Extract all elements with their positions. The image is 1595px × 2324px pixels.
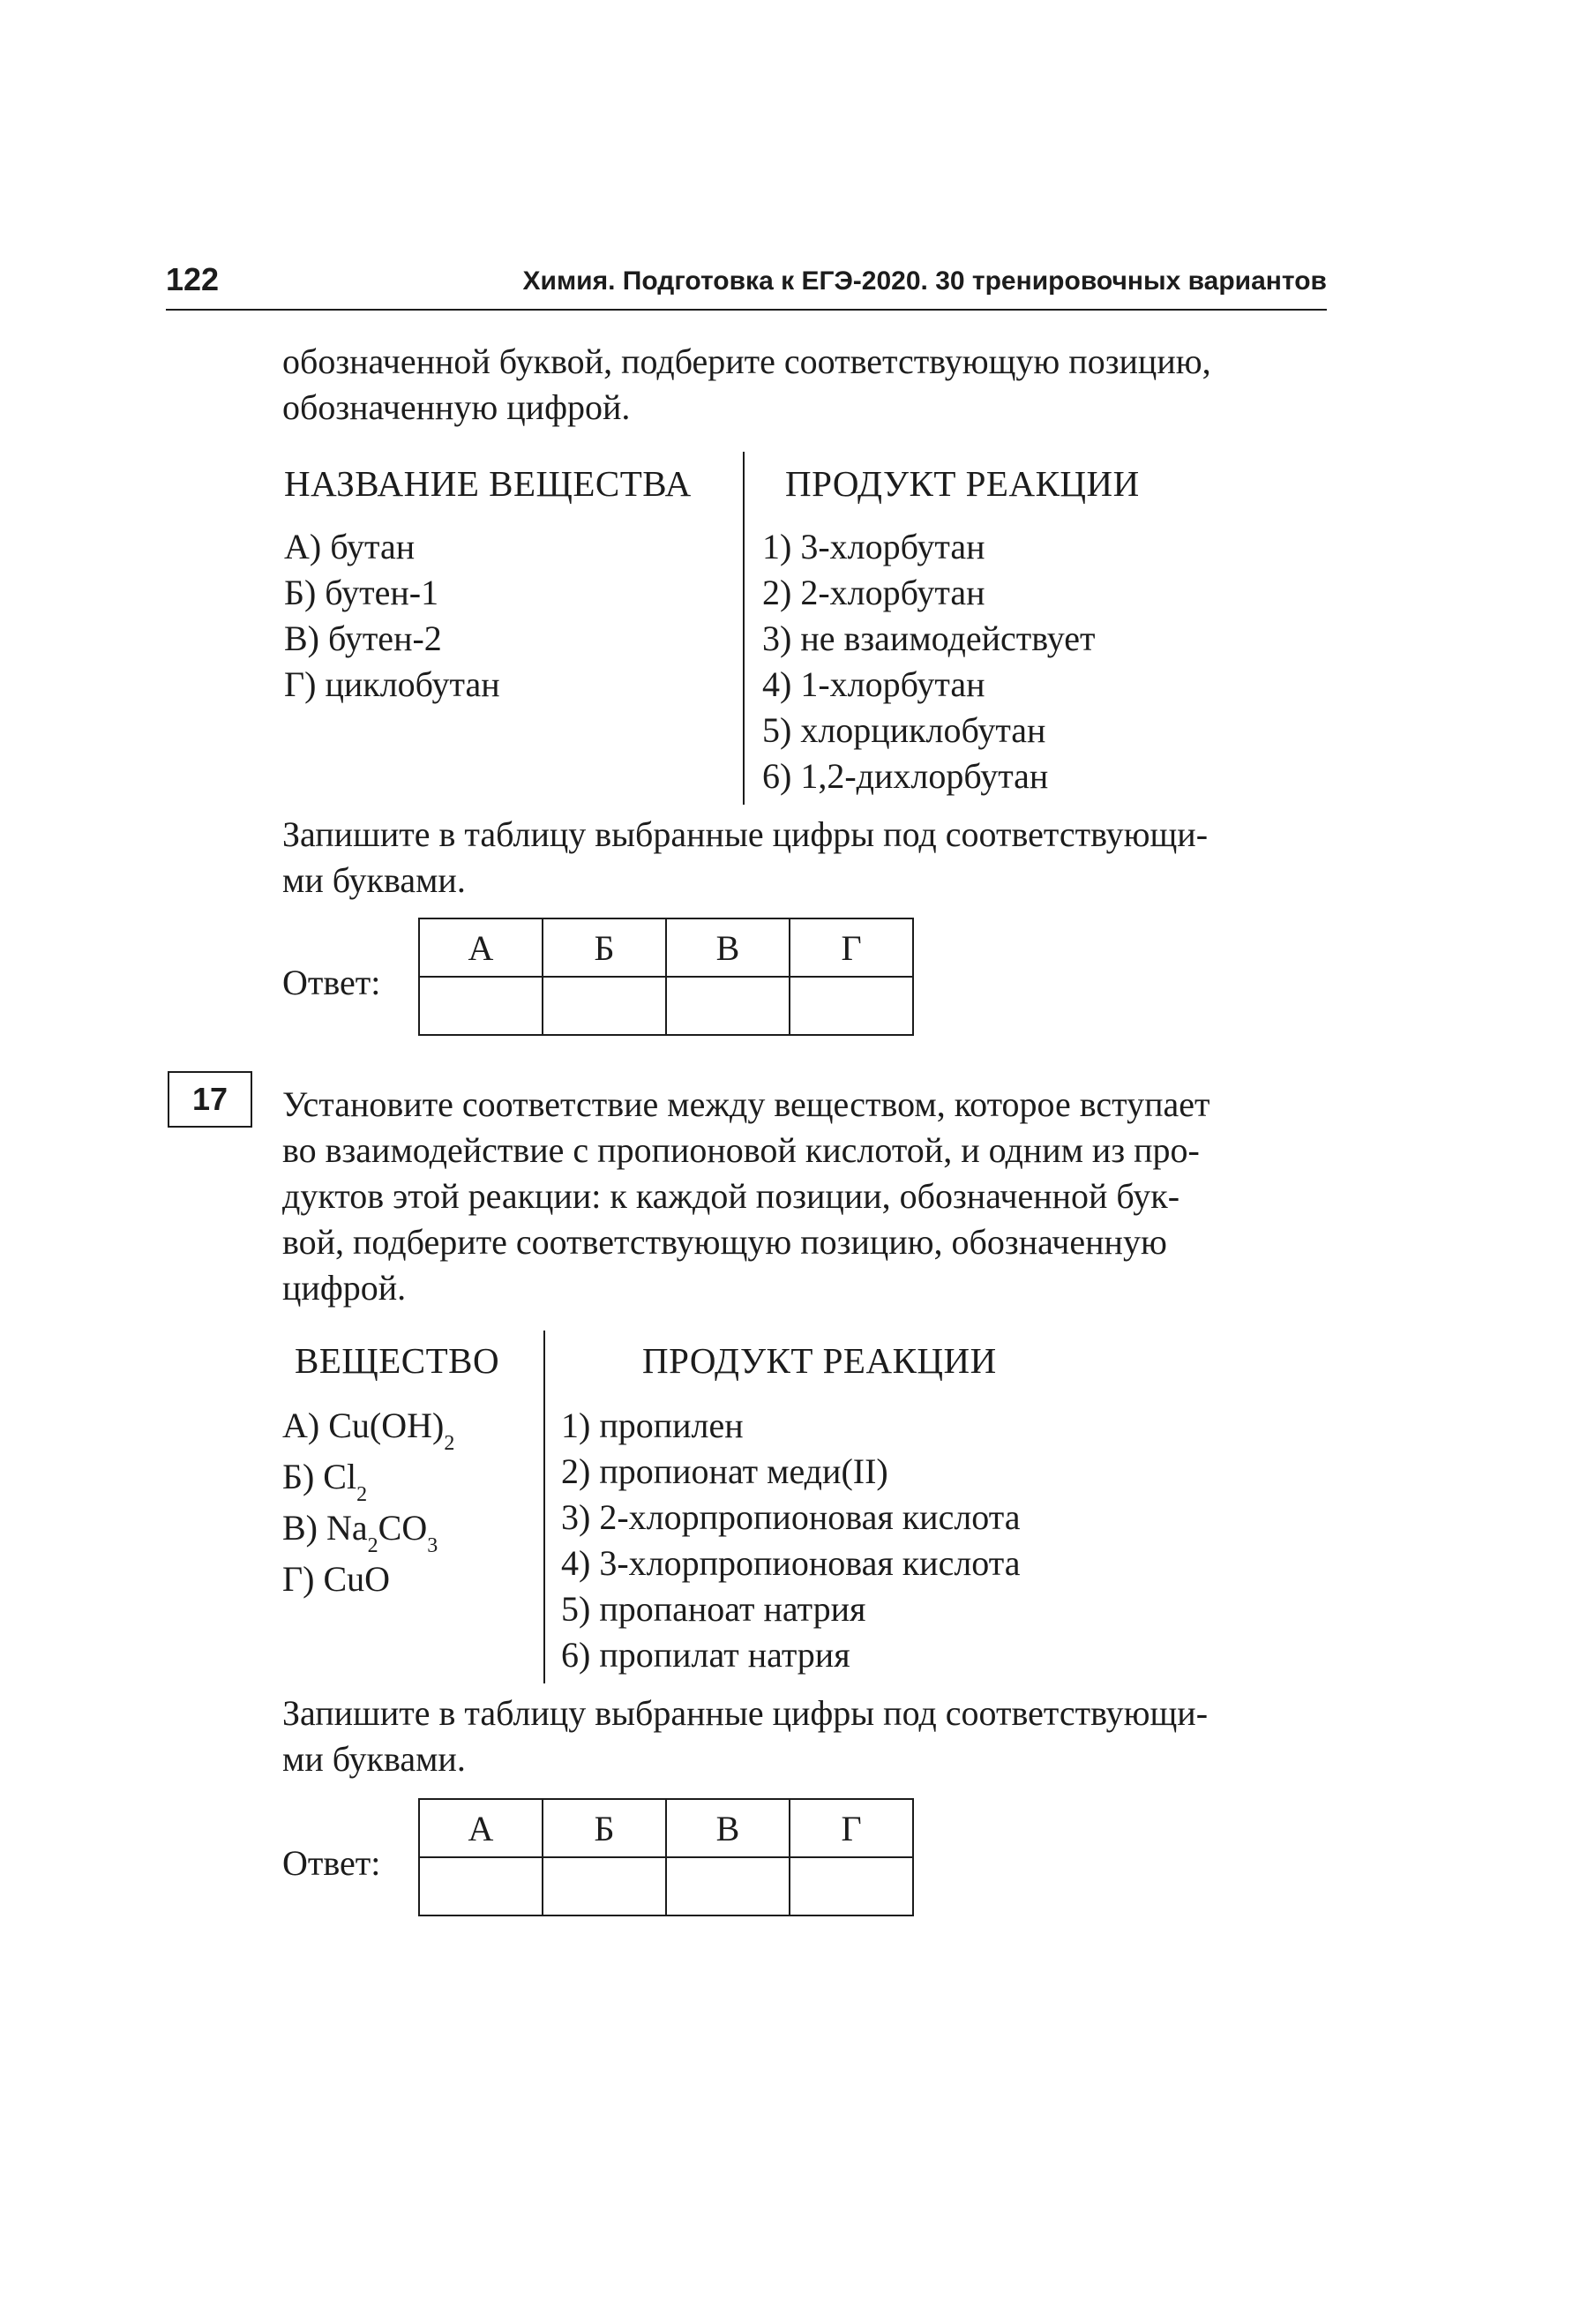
list-item: В) $Na_2CO_3$ (282, 1508, 438, 1557)
q16-right-list (762, 524, 1095, 799)
answer-letter-cell: Б (543, 918, 666, 977)
q17-text (282, 1082, 1327, 1311)
q16-instruction-line: Запишите в таблицу выбранные цифры под соответствующи- (282, 814, 1209, 854)
q16-instruction-line: ми буквами. (282, 860, 466, 900)
list-item: Б) $Cl_2$ (282, 1457, 368, 1506)
answer-letter-cell: Г (790, 918, 913, 977)
q16-column-divider (743, 452, 745, 805)
list-item: 2) пропионат меди(II) (561, 1451, 888, 1491)
q17-text-line: Установите соответствие между веществом, которое вступает (282, 1084, 1210, 1124)
q16-intro-line: обозначенной буквой, подберите соответствующую позицию, (282, 341, 1211, 381)
list-item: 3) не взаимодействует (762, 618, 1096, 658)
list-item: 5) пропаноат натрия (561, 1589, 866, 1629)
answer-letter-cell: Б (543, 1799, 666, 1857)
q17-instruction-line: Запишите в таблицу выбранные цифры под соответствующи- (282, 1693, 1209, 1733)
list-item: 6) пропилат натрия (561, 1635, 850, 1675)
answer-input-cell[interactable] (419, 1857, 543, 1915)
answer-input-row (419, 1857, 913, 1915)
list-item: Г) CuO (282, 1559, 391, 1599)
answer-letter-cell: А (419, 918, 543, 977)
q17-answer-label: Ответ: (282, 1843, 381, 1883)
list-item: 6) 1,2-дихлорбутан (762, 756, 1049, 796)
question-number-badge: 17 (168, 1071, 252, 1128)
answer-input-cell[interactable] (790, 977, 913, 1035)
list-item: 4) 1-хлорбутан (762, 664, 985, 704)
list-item: 1) 3-хлорбутан (762, 527, 985, 566)
list-item: Б) бутен-1 (284, 573, 439, 612)
q17-answer-table (418, 1798, 914, 1916)
q17-right-list (561, 1403, 1021, 1678)
list-item: В) бутен-2 (284, 618, 442, 658)
list-item: 2) 2-хлорбутан (762, 573, 985, 612)
list-item: А) $Cu(OH)_2$ (282, 1406, 455, 1455)
list-item: 3) 2-хлорпропионовая кислота (561, 1497, 1021, 1537)
running-title: Химия. Подготовка к ЕГЭ-2020. 30 тренировочных вариантов (522, 266, 1327, 296)
q17-instruction-line: ми буквами. (282, 1739, 466, 1779)
q16-intro (282, 339, 1327, 431)
q16-answer-table (418, 918, 914, 1036)
answer-input-cell[interactable] (419, 977, 543, 1035)
q16-left-list (284, 524, 500, 708)
answer-input-row (419, 977, 913, 1035)
q17-text-line: дуктов этой реакции: к каждой позиции, обозначенной бук- (282, 1176, 1180, 1216)
q16-right-column-header: ПРОДУКТ РЕАКЦИИ (785, 463, 1140, 504)
answer-header-row (419, 918, 913, 977)
answer-input-cell[interactable] (543, 977, 666, 1035)
list-item: 4) 3-хлорпропионовая кислота (561, 1543, 1021, 1583)
q17-left-list (282, 1403, 454, 1608)
q17-instruction (282, 1691, 1327, 1782)
q16-instruction (282, 812, 1327, 903)
answer-input-cell[interactable] (666, 977, 790, 1035)
list-item: Г) циклобутан (284, 664, 500, 704)
answer-letter-cell: Г (790, 1799, 913, 1857)
answer-letter-cell: А (419, 1799, 543, 1857)
page-number: 122 (166, 261, 220, 297)
answer-input-cell[interactable] (543, 1857, 666, 1915)
answer-letter-cell: В (666, 1799, 790, 1857)
q17-column-divider (543, 1331, 545, 1683)
q16-left-column-header: НАЗВАНИЕ ВЕЩЕСТВА (284, 463, 692, 504)
list-item: 1) пропилен (561, 1406, 744, 1445)
list-item: 5) хлорциклобутан (762, 710, 1046, 750)
answer-input-cell[interactable] (666, 1857, 790, 1915)
list-item: А) бутан (284, 527, 416, 566)
q16-answer-label: Ответ: (282, 963, 381, 1002)
q17-text-line: во взаимодействие с пропионовой кислотой, и одним из про- (282, 1130, 1200, 1170)
q17-text-line: вой, подберите соответствующую позицию, обозначенную (282, 1222, 1167, 1262)
answer-letter-cell: В (666, 918, 790, 977)
q17-right-column-header: ПРОДУКТ РЕАКЦИИ (642, 1340, 997, 1381)
answer-header-row (419, 1799, 913, 1857)
q17-left-column-header: ВЕЩЕСТВО (295, 1340, 500, 1381)
q16-intro-line: обозначенную цифрой. (282, 387, 631, 427)
answer-input-cell[interactable] (790, 1857, 913, 1915)
header-rule (166, 309, 1327, 311)
q17-text-line: цифрой. (282, 1268, 407, 1308)
